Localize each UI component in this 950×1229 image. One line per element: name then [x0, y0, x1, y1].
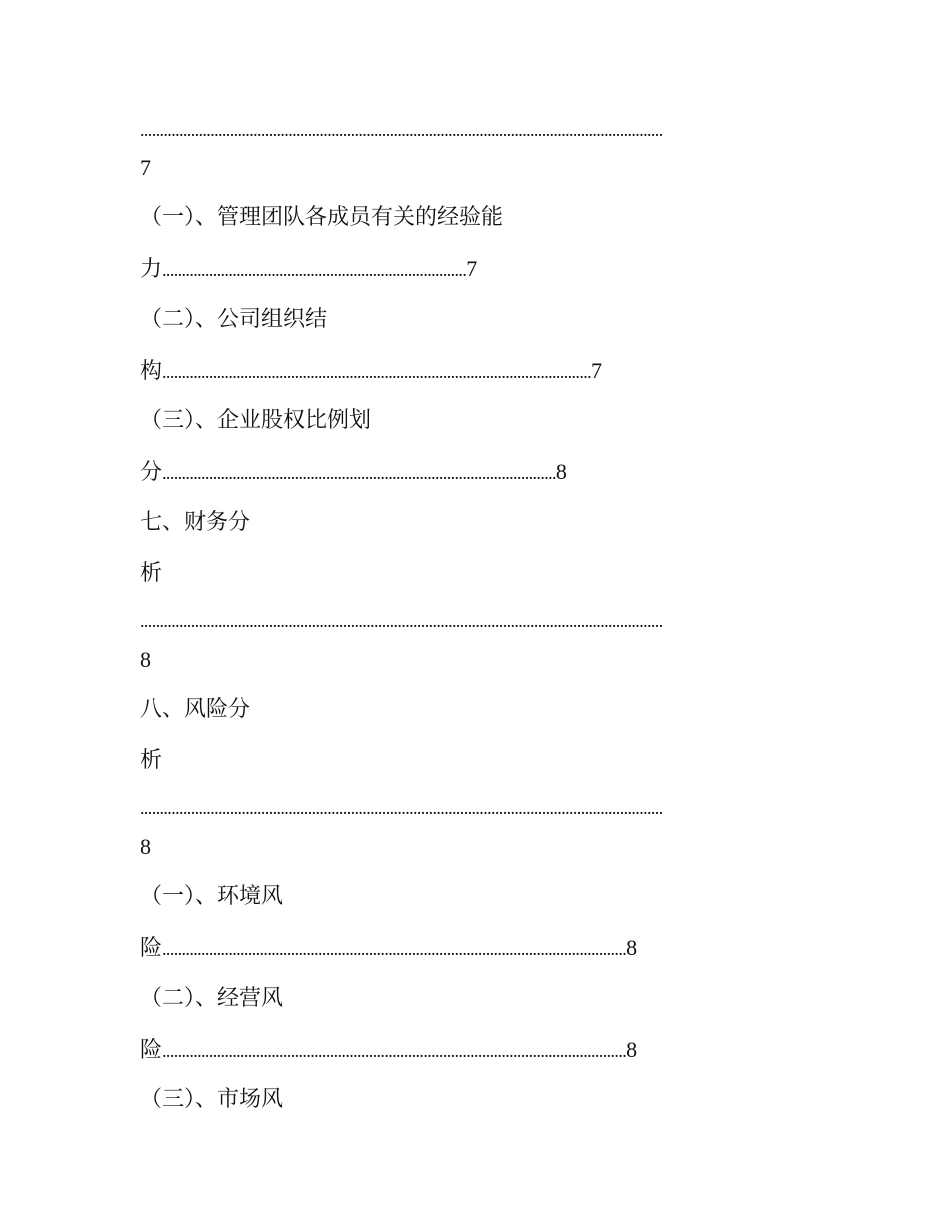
entry-page-number: 8: [626, 1037, 638, 1062]
toc-heading-org-structure: （二）、公司组织结: [140, 307, 328, 332]
toc-entry-operation-risk: [140, 1035, 637, 1066]
toc-leader-dots: [140, 115, 805, 145]
leader-dots: .....................................................................................................: [162, 463, 556, 483]
leader-dots: .......................................................................................................................: [162, 1041, 627, 1061]
entry-page-number: 8: [626, 935, 638, 960]
leader-dots: ......................................................................................................................................: [140, 611, 663, 631]
leader-dots: ..............................................................................: [162, 260, 467, 280]
entry-page-number: 7: [466, 256, 478, 281]
entry-head: 构: [140, 359, 163, 384]
entry-page-number: 7: [591, 358, 603, 383]
toc-leader-dots: [140, 793, 805, 823]
toc-entry-ability: [140, 254, 477, 285]
leader-dots: ..............................................................................................................: [162, 362, 592, 382]
toc-entry-structure: [140, 356, 602, 387]
toc-heading-management-team: （一）、管理团队各成员有关的经验能: [140, 205, 504, 230]
entry-head: 分: [140, 460, 163, 485]
entry-head: 险: [140, 936, 163, 961]
toc-heading-operation-risk: （二）、经营风: [140, 986, 284, 1011]
toc-heading-market-risk: （三）、市场风: [140, 1087, 284, 1112]
toc-heading-financial: 七、财务分: [140, 510, 251, 535]
toc-entry-division: [140, 457, 567, 488]
entry-page-number: 8: [555, 459, 567, 484]
toc-heading-risk-cont: 析: [140, 748, 163, 773]
toc-heading-environment-risk: （一）、环境风: [140, 884, 284, 909]
toc-heading-equity: （三）、企业股权比例划: [140, 408, 372, 433]
toc-page-number: 8: [140, 647, 151, 672]
toc-page-number: 7: [140, 155, 151, 180]
leader-dots: .......................................................................................................................: [162, 939, 627, 959]
toc-page-number: 8: [140, 834, 151, 859]
entry-head: 力: [140, 257, 163, 282]
toc-entry-environment-risk: [140, 933, 637, 964]
toc-heading-financial-cont: 析: [140, 561, 163, 586]
toc-heading-risk: 八、风险分: [140, 697, 251, 722]
leader-dots: ......................................................................................................................................: [140, 798, 663, 818]
leader-dots: ......................................................................................................................................: [140, 120, 663, 140]
entry-head: 险: [140, 1038, 163, 1063]
toc-leader-dots: [140, 606, 805, 636]
